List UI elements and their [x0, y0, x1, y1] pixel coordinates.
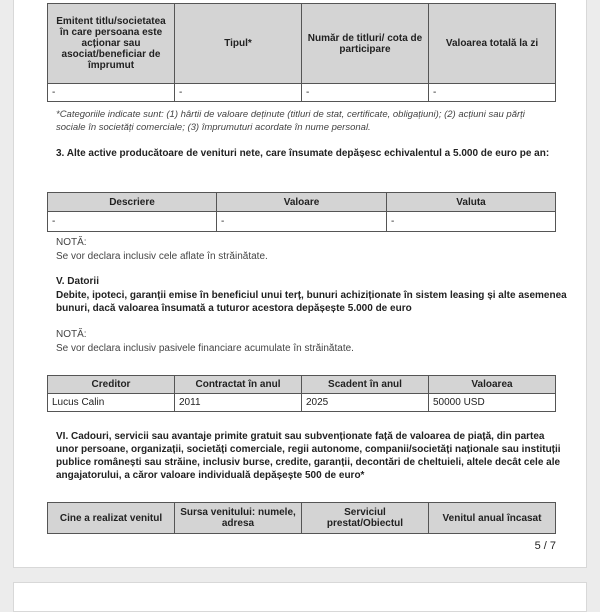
table-header: Sursa venitului: numele, adresa — [175, 503, 302, 534]
section-vi-heading: VI. Cadouri, servicii sau avantaje primite gratuit sau subvenționate față de valoarea de piață, din partea unor persoane, organizații, societăți comerciale, regii autonome, companii/societăți naționale sau instituții publice românești sau străine, inclusiv burse, credite, garanții, decontări de cheltuieli, altele decât cele ale angajatorului, a căror valoare individuală depășește 500 de euro* — [56, 431, 561, 481]
table-header: Valoarea — [429, 376, 556, 394]
next-page — [13, 582, 587, 612]
table-header: Serviciul prestat/Obiectul — [302, 503, 429, 534]
table-header: Valuta — [387, 193, 556, 212]
table-header: Scadent în anul — [302, 376, 429, 394]
table-header: Descriere — [48, 193, 217, 212]
table-header: Emitent titlu/societatea în care persoana este acționar sau asociat/beneficiar de împrumut — [48, 4, 175, 84]
table-cell: - — [48, 212, 217, 232]
gifts-table — [47, 502, 556, 534]
table-header: Tipul* — [175, 4, 302, 84]
table-cell: - — [175, 84, 302, 102]
other-assets-table — [47, 192, 556, 232]
nota-text: Se vor declara inclusiv cele aflate în străinătate. — [56, 251, 268, 262]
table-cell: - — [387, 212, 556, 232]
section-v-title: V. Datorii — [56, 276, 99, 287]
investments-table — [47, 3, 556, 102]
table-header: Valoarea totală la zi — [429, 4, 556, 84]
table-header: Cine a realizat venitul — [48, 503, 175, 534]
page-number: 5 / 7 — [534, 540, 556, 552]
table-cell: 2025 — [302, 394, 429, 412]
table-cell: - — [217, 212, 387, 232]
table-cell: - — [302, 84, 429, 102]
table-cell: Lucus Calin — [48, 394, 175, 412]
nota-label: NOTĂ: — [56, 237, 87, 248]
nota-text: Se vor declara inclusiv pasivele financiare acumulate în străinătate. — [56, 343, 354, 354]
section-v-heading: Debite, ipoteci, garanții emise în beneficiul unui terț, bunuri achiziționate în sistem leasing și alte asemenea bunuri, dacă valoarea însumată a tuturor acestora depășește 5.000 de euro — [56, 290, 567, 314]
table-cell: 50000 USD — [429, 394, 556, 412]
section3-heading: 3. Alte active producătoare de venituri nete, care însumate depășesc echivalentul a 5.000 de euro pe an: — [56, 148, 550, 159]
table-cell: 2011 — [175, 394, 302, 412]
table-header: Creditor — [48, 376, 175, 394]
table-cell: - — [429, 84, 556, 102]
table-header: Număr de titluri/ cota de participare — [302, 4, 429, 84]
debts-table — [47, 375, 556, 412]
table-header: Venitul anual încasat — [429, 503, 556, 534]
table-cell: - — [48, 84, 175, 102]
document-page — [13, 0, 587, 568]
footnote: *Categoriile indicate sunt: (1) hârtii de valoare deținute (titluri de stat, certificate, obligațiuni); (2) acțiuni sau părți sociale în societăți comerciale; (3) împrumuturi acordate în nume personal. — [56, 109, 525, 133]
table-header: Contractat în anul — [175, 376, 302, 394]
nota-label: NOTĂ: — [56, 329, 87, 340]
table-header: Valoare — [217, 193, 387, 212]
